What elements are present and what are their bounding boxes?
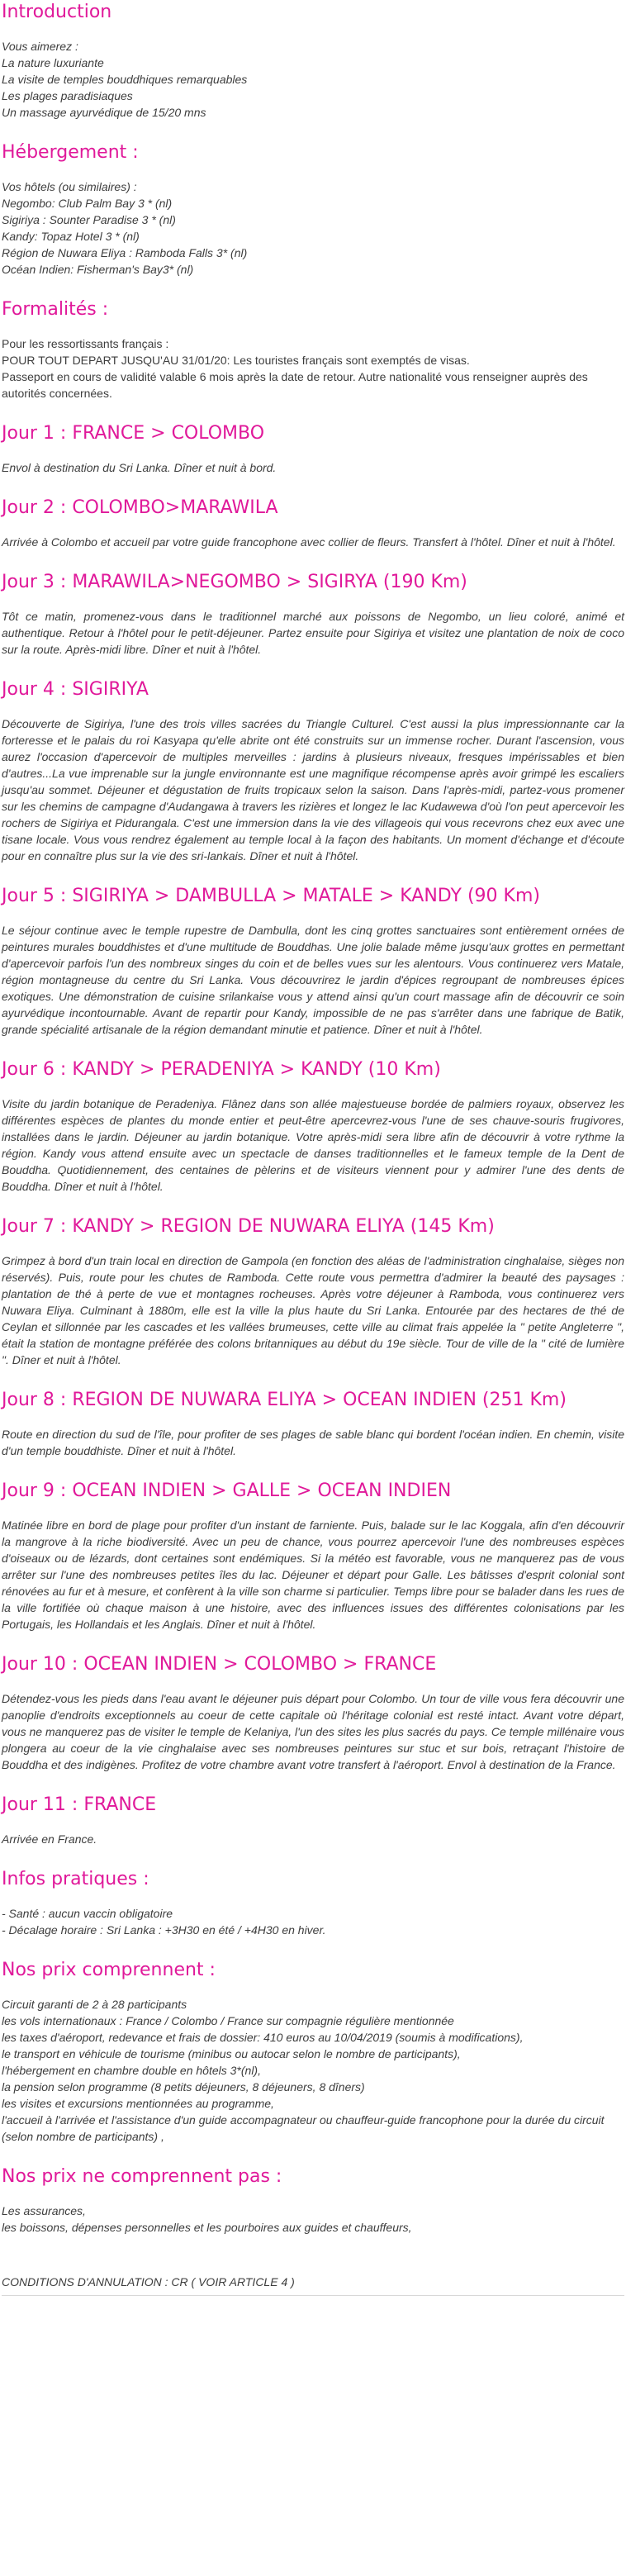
ne-comprend-lines	[2, 2203, 624, 2236]
formalites-line: Pour les ressortissants français :	[2, 337, 169, 350]
day-text: Grimpez à bord d'un train local en direction de Gampola (en fonction des aléas de l'administration cinghalaise, sièges non réservés). Puis, route pour les chutes de Ramboda. Cette route vous permettra d'admirer la beauté des paysages : plantation de thé à perte de vue et montagnes rocheuses. Après votre déjeuner à Ramboda, vous continuerez vers Nuwara Eliya. Culminant à 1880m, elle est la ville la plus haute du Sri Lanka. Entourée par des hectares de thé de Ceylan et sillonnée par les cascades et les vallées brumeuses, cette ville au climat frais appelée la " petite Angleterre ", était la station de montagne préférée des colons britanniques au début du 19e siècle. Tour de ville de la " cité de lumière ". Dîner et nuit à l'hôtel.	[2, 1254, 624, 1366]
day-text: Tôt ce matin, promenez-vous dans le traditionnel marché aux poissons de Negombo, un lieu coloré, animé et authentique. Retour à l'hôtel pour le petit-déjeuner. Partez ensuite pour Sigiriya et visitez une plantation de noix de coco sur la route. Après-midi libre. Dîner et nuit à l'hôtel.	[2, 610, 624, 656]
day-11	[2, 1793, 624, 1847]
day-title: Jour 4 : SIGIRIYA	[2, 679, 149, 700]
section-title: Nos prix ne comprennent pas :	[2, 2166, 282, 2187]
intro-line: La nature luxuriante	[2, 56, 104, 69]
included-line: l'accueil à l'arrivée et l'assistance d'un guide accompagnateur ou chauffeur-guide francophone pour la durée du circuit (selon nombre de participants) ,	[2, 2113, 605, 2143]
intro-line: Vous aimerez :	[2, 40, 78, 53]
day-4	[2, 677, 624, 864]
included-line: les visites et excursions mentionnées au programme,	[2, 2097, 274, 2110]
day-title: Jour 9 : OCEAN INDIEN > GALLE > OCEAN INDIEN	[2, 1480, 452, 1501]
day-title: Jour 10 : OCEAN INDIEN > COLOMBO > FRANCE	[2, 1654, 437, 1675]
day-10	[2, 1652, 624, 1773]
cancellation-conditions: CONDITIONS D'ANNULATION : CR ( VOIR ARTICLE 4 )	[2, 2275, 295, 2288]
intro-line: Les plages paradisiaques	[2, 89, 133, 102]
day-6	[2, 1057, 624, 1195]
included-line: les taxes d'aéroport, redevance et frais de dossier: 410 euros au 10/04/2019 (soumis à modifications),	[2, 2031, 524, 2044]
included-line: le transport en véhicule de tourisme (minibus ou autocar selon le nombre de participants),	[2, 2047, 461, 2060]
day-2	[2, 496, 624, 550]
info-line: - Décalage horaire : Sri Lanka : +3H30 en été / +4H30 en hiver.	[2, 1923, 326, 1937]
day-text: Arrivée à Colombo et accueil par votre guide francophone avec collier de fleurs. Transfert à l'hôtel. Dîner et nuit à l'hôtel.	[2, 535, 616, 549]
section-title: Nos prix comprennent :	[2, 1960, 216, 1980]
excluded-line: Les assurances,	[2, 2204, 86, 2217]
day-text: Visite du jardin botanique de Peradeniya. Flânez dans son allée majestueuse bordée de palmiers royaux, observez les différentes espèces de plantes du monde entier et peut-être apercevrez-vous l'une de ses chauve-souris frugivores, installées dans le jardin. Déjeuner au jardin botanique. Votre après-midi sera libre afin de découvrir à votre rythme la région. Kandy vous attend ensuite avec un spectacle de danses traditionnelles et le fameux temple de la Dent de Bouddha. Quotidiennement, des centaines de pèlerins et de visiteurs viennent pour y admirer l'une des dents de Bouddha. Dîner et nuit à l'hôtel.	[2, 1097, 624, 1193]
formalites-line: Passeport en cours de validité valable 6 mois après la date de retour. Autre nationalité vous renseigner auprès des autorités concernées.	[2, 370, 588, 400]
section-prix-comprennent	[2, 1958, 624, 2145]
day-text: Découverte de Sigiriya, l'une des trois villes sacrées du Triangle Culturel. C'est aussi la plus impressionnante car la forteresse et le palais du roi Kasyapa qu'elle abrite ont été construits sur un immense rocher. Durant l'ascension, vous aurez l'occasion d'apercevoir de multiples merveilles : jardins à plusieurs niveaux, fresques impérissables et bien d'autres...La vue imprenable sur la jungle environnante est une magnifique récompense après avoir grimpé les escaliers jusqu'au sommet. Déjeuner et dégustation de fruits tropicaux selon la saison. Dans l'après-midi, partez-vous promener sur les chemins de campagne d'Audangawa à travers les rizières et longez le lac Kudawewa d'où l'on peut apercevoir les rochers de Sigiriya et Pidurangala. C'est une immersion dans la vie des villageois qui vous recevrons chez eux avec une tisane locale. Vous vous rendrez également au temple local à la façon des habitants. Un moment d'échange et d'écoute pour en connaître plus sur la vie des sri-lankais. Dîner et nuit à l'hôtel.	[2, 717, 624, 863]
hotel-line: Kandy: Topaz Hotel 3 * (nl)	[2, 230, 140, 243]
day-title: Jour 11 : FRANCE	[2, 1794, 157, 1815]
day-8	[2, 1388, 624, 1459]
section-title: Introduction	[2, 2, 112, 22]
hebergement-lines	[2, 178, 624, 278]
day-text: Arrivée en France.	[2, 1832, 97, 1846]
section-title: Infos pratiques :	[2, 1869, 149, 1889]
day-7	[2, 1214, 624, 1368]
section-hebergement	[2, 140, 624, 278]
divider	[2, 2295, 624, 2296]
excluded-line: les boissons, dépenses personnelles et les pourboires aux guides et chauffeurs,	[2, 2221, 412, 2234]
intro-line: La visite de temples bouddhiques remarquables	[2, 73, 248, 86]
section-title: Formalités :	[2, 299, 109, 320]
day-title: Jour 3 : MARAWILA>NEGOMBO > SIGIRYA (190 Km)	[2, 572, 467, 592]
day-title: Jour 2 : COLOMBO>MARAWILA	[2, 497, 278, 518]
day-text: Envol à destination du Sri Lanka. Dîner et nuit à bord.	[2, 461, 277, 474]
day-title: Jour 5 : SIGIRIYA > DAMBULLA > MATALE > KANDY (90 Km)	[2, 886, 540, 906]
day-text: Route en direction du sud de l'île, pour profiter de ses plages de sable blanc qui bordent l'océan indien. En chemin, visite d'un temple bouddhiste. Dîner et nuit à l'hôtel.	[2, 1428, 624, 1457]
included-line: l'hébergement en chambre double en hôtels 3*(nl),	[2, 2064, 261, 2077]
day-text: Matinée libre en bord de plage pour profiter d'un instant de farniente. Puis, balade sur le lac Koggala, afin d'en découvrir la mangrove à la riche biodiversité. Avec un peu de chance, vous pourrez apercevoir l'une des nombreuses espèces d'oiseaux ou de lézards, dont certaines sont endémiques. Si la météo est favorable, vous ne manquerez pas de vous arrêter sur l'une des nombreuses petites îles du lac. Déjeuner et départ pour Galle. Les bâtisses d'esprit colonial sont rénovées au fur et à mesure, et confèrent à la ville son charme si particulier. Temps libre pour se balader dans les rues de la ville fortifiée où chaque maison à une histoire, avec des influences issues des différentes colonisations par les Portugais, les Hollandais et les Anglais. Dîner et nuit à l'hôtel.	[2, 1519, 624, 1631]
hotel-line: Negombo: Club Palm Bay 3 * (nl)	[2, 197, 173, 210]
included-line: la pension selon programme (8 petits déjeuners, 8 déjeuners, 8 dîners)	[2, 2080, 365, 2094]
section-prix-ne-comprennent-pas	[2, 2165, 624, 2236]
comprend-lines	[2, 1996, 624, 2145]
day-text: Le séjour continue avec le temple rupestre de Dambulla, dont les cinq grottes sanctuaires sont entièrement ornées de peintures murales bouddhistes et d'une multitude de Bouddhas. Une jolie balade même jusqu'aux grottes en permettant d'apercevoir parfois l'un des nombreux singes du coin et de belles vues sur les alentours. Vous continuerez vers Matale, région montagneuse du centre du Sri Lanka. Vous découvrirez le jardin d'épices regroupant de nombreuses épices exotiques. Une démonstration de cuisine srilankaise vous y attend ainsi qu'un court massage afin de découvrir ce soin ayurvédique incontournable. Avant de repartir pour Kandy, impossible de ne pas s'arrêter dans une fabrique de Batik, grande spécialité artisanale de la région demandant minutie et patience. Dîner et nuit à l'hôtel.	[2, 924, 624, 1036]
day-title: Jour 8 : REGION DE NUWARA ELIYA > OCEAN INDIEN (251 Km)	[2, 1390, 567, 1410]
intro-line: Un massage ayurvédique de 15/20 mns	[2, 106, 206, 119]
day-title: Jour 1 : FRANCE > COLOMBO	[2, 423, 265, 444]
included-line: les vols internationaux : France / Colombo / France sur compagnie régulière mentionnée	[2, 2014, 454, 2027]
section-formalites	[2, 297, 624, 402]
day-title: Jour 7 : KANDY > REGION DE NUWARA ELIYA (145 Km)	[2, 1216, 495, 1237]
hotel-line: Région de Nuwara Eliya : Ramboda Falls 3* (nl)	[2, 246, 248, 259]
hotel-line: Océan Indien: Fisherman's Bay3* (nl)	[2, 263, 194, 276]
formalites-line: POUR TOUT DEPART JUSQU'AU 31/01/20: Les touristes français sont exemptés de visas.	[2, 354, 470, 367]
day-text: Détendez-vous les pieds dans l'eau avant le déjeuner puis départ pour Colombo. Un tour de ville vous fera découvrir une panoplie d'endroits exceptionnels au coeur de cette capitale où l'héritage colonial est resté intact. Avant votre départ, vous ne manquerez pas de visiter le temple de Kelaniya, l'un des sites les plus sacrés du pays. Ce temple millénaire vous plongera au coeur de la vie cinghalaise avec ses nombreuses peintures sur stuc et sur bois, retraçant l'histoire de Bouddha et des indigènes. Profitez de votre chambre avant votre transfert à l'aéroport. Envol à destination de la France.	[2, 1692, 624, 1771]
hotel-line: Sigiriya : Sounter Paradise 3 * (nl)	[2, 213, 176, 226]
day-5	[2, 884, 624, 1038]
included-line: Circuit garanti de 2 à 28 participants	[2, 1998, 187, 2011]
section-infos-pratiques	[2, 1867, 624, 1938]
section-title: Hébergement :	[2, 142, 139, 163]
day-9	[2, 1479, 624, 1633]
intro-lines	[2, 38, 624, 121]
hotel-line: Vos hôtels (ou similaires) :	[2, 180, 137, 193]
section-introduction	[2, 0, 624, 121]
info-line: - Santé : aucun vaccin obligatoire	[2, 1907, 173, 1920]
day-3	[2, 570, 624, 658]
day-1	[2, 421, 624, 476]
infos-lines	[2, 1905, 624, 1938]
formalites-lines	[2, 335, 624, 402]
day-title: Jour 6 : KANDY > PERADENIYA > KANDY (10 Km)	[2, 1059, 441, 1080]
